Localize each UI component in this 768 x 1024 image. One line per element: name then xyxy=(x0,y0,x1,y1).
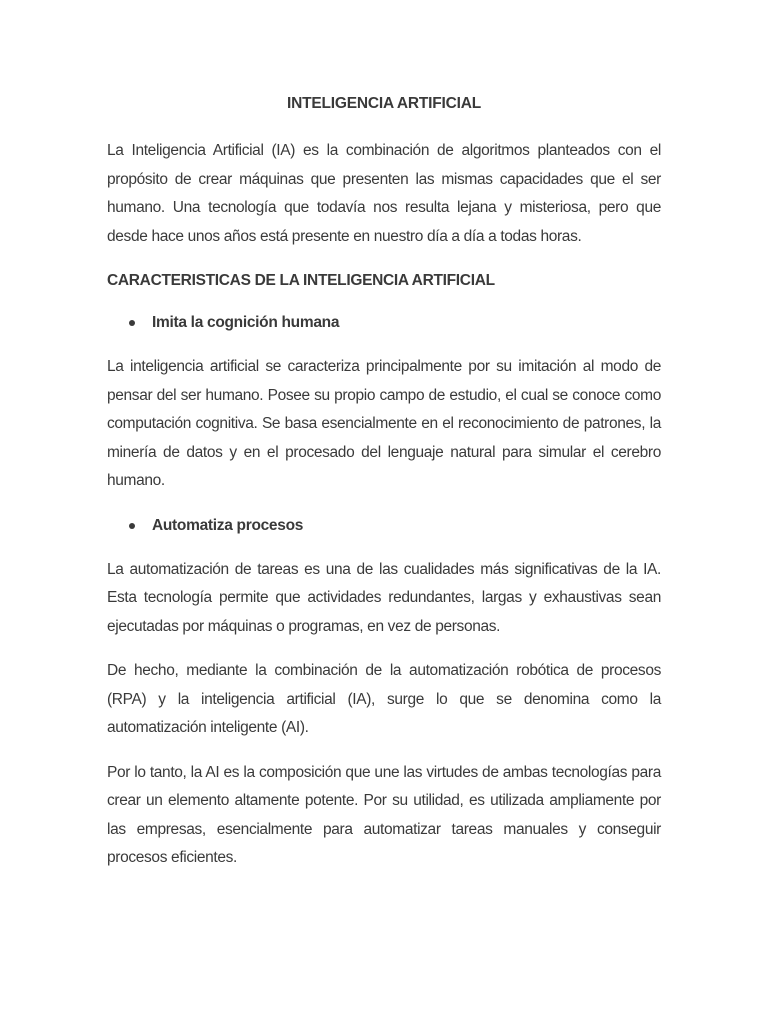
section-heading: CARACTERISTICAS DE LA INTELIGENCIA ARTIFICIAL xyxy=(107,272,495,289)
body-paragraph: La inteligencia artificial se caracteriza principalmente por su imitación al modo de pensar del ser humano. Posee su propio campo de estudio, el cual se conoce como computación cognitiva. Se basa esencialmente en el reconocimiento de patrones, la minería de datos y en el procesado del lenguaje natural para simular el cerebro humano. xyxy=(107,358,661,489)
document-page xyxy=(107,90,661,889)
bullet-item xyxy=(107,512,661,540)
intro-paragraph: La Inteligencia Artificial (IA) es la combinación de algoritmos planteados con el propósito de crear máquinas que presenten las mismas capacidades que el ser humano. Una tecnología que todavía nos resulta lejana y misteriosa, pero que desde hace unos años está presente en nuestro día a día a todas horas. xyxy=(107,142,661,245)
body-paragraph: De hecho, mediante la combinación de la automatización robótica de procesos (RPA) y la inteligencia artificial (IA), surge lo que se denomina como la automatización inteligente (AI). xyxy=(107,662,661,736)
bullet-label: Automatiza procesos xyxy=(152,516,304,534)
document-title: INTELIGENCIA ARTIFICIAL xyxy=(286,95,482,112)
bullet-dot-icon xyxy=(129,523,135,529)
bullet-item xyxy=(107,309,661,337)
bullet-label: Imita la cognición humana xyxy=(152,314,340,331)
body-paragraph: Por lo tanto, la AI es la composición que une las virtudes de ambas tecnologías para crear un elemento altamente potente. Por su utilidad, es utilizada ampliamente por las empresas, esencialmente para automatizar tareas manuales y conseguir procesos eficientes. xyxy=(107,763,661,866)
body-paragraph: La automatización de tareas es una de las cualidades más significativas de la IA. Esta tecnología permite que actividades redundantes, largas y exhaustivas sean ejecutadas por máquinas o programas, en vez de personas. xyxy=(107,560,661,635)
bullet-dot-icon xyxy=(129,320,135,326)
